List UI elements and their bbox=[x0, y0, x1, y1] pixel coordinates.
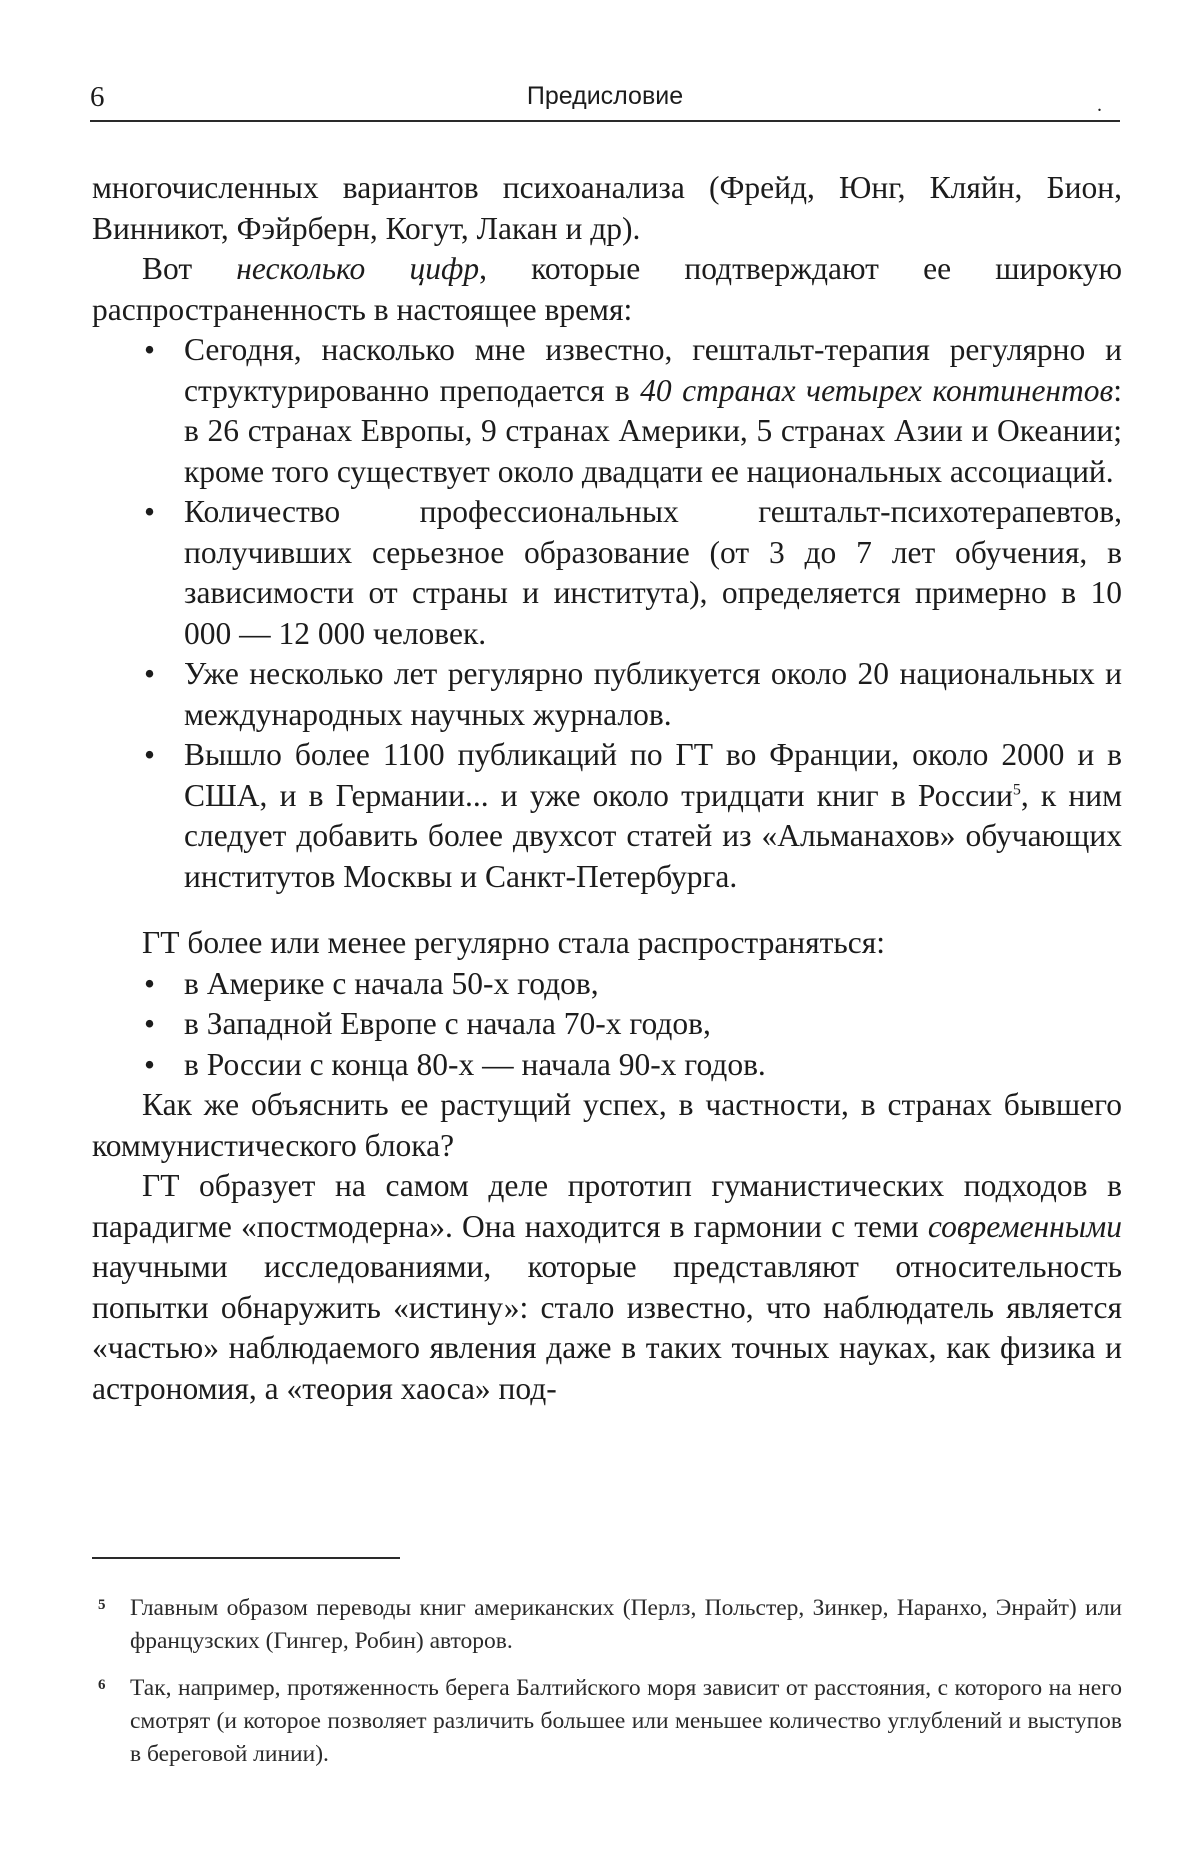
body-text bbox=[92, 168, 1122, 1409]
footnote-mark: 6 bbox=[98, 1669, 106, 1702]
list-item bbox=[92, 964, 1122, 1005]
footnote-text: Так, например, протяженность берега Балтийского моря зависит от расстояния, с которого на него смотрят (и которое позволяет различить большее или меньшее количество углублений и выступов в береговой линии). bbox=[130, 1675, 1122, 1767]
section-gap bbox=[92, 897, 1122, 923]
list-item bbox=[92, 1004, 1122, 1045]
paragraph-figures-intro bbox=[92, 249, 1122, 330]
footnote bbox=[92, 1672, 1122, 1771]
bullet-icon: • bbox=[144, 964, 155, 1005]
emphasis-text: современными bbox=[928, 1209, 1122, 1244]
page-number: 6 bbox=[90, 80, 105, 114]
list-item-text: Уже несколько лет регулярно публикуется около 20 национальных и международных научных журналов. bbox=[184, 656, 1122, 732]
list-item bbox=[92, 492, 1122, 654]
spread-list bbox=[92, 964, 1122, 1086]
list-item-text: в Америке с начала 50-х годов, bbox=[184, 966, 599, 1001]
emphasis-text: 40 странах четырех континентов bbox=[640, 373, 1113, 408]
list-item-text: в Западной Европе с начала 70-х годов, bbox=[184, 1006, 711, 1041]
text-segment: Вот bbox=[142, 251, 236, 286]
paragraph-question: Как же объяснить ее растущий успех, в частности, в странах бывшего коммунистического блока? bbox=[92, 1085, 1122, 1166]
list-item bbox=[92, 330, 1122, 492]
list-item bbox=[92, 1045, 1122, 1086]
header-mark: . bbox=[1097, 94, 1102, 117]
text-segment: ГТ образует на самом деле прототип гуманистических подходов в парадигме «постмодерна». Она находится в гармонии с теми bbox=[92, 1168, 1122, 1244]
running-title: Предисловие bbox=[90, 82, 1120, 111]
text-segment: Сегодня, насколько мне известно, гештальт-терапия регулярно и структурированно преподается в bbox=[184, 332, 1122, 408]
text-segment: , которые подтверждают ее широкую распространенность в настоящее время: bbox=[92, 251, 1122, 327]
bullet-icon: • bbox=[144, 1004, 155, 1045]
footnotes bbox=[92, 1592, 1122, 1785]
bullet-icon: • bbox=[144, 492, 155, 533]
bullet-icon: • bbox=[144, 735, 155, 776]
paragraph-spread-intro: ГТ более или менее регулярно стала распространяться: bbox=[92, 923, 1122, 964]
text-segment: Вышло более 1100 публикаций по ГТ во Франции, около 2000 и в США, и в Германии... и уже около тридцати книг в России bbox=[184, 737, 1122, 813]
text-segment: , к ним следует добавить более двухсот статей из «Альманахов» обучающих институтов Москвы и Санкт-Петербурга. bbox=[184, 778, 1122, 894]
text-segment: : в 26 странах Европы, 9 странах Америки, 5 странах Азии и Океании; кроме того существует около двадцати ее национальных ассоциаций. bbox=[184, 373, 1122, 489]
facts-list bbox=[92, 330, 1122, 897]
running-head bbox=[90, 80, 1120, 122]
footnote-mark: 5 bbox=[98, 1589, 106, 1622]
list-item bbox=[92, 654, 1122, 735]
bullet-icon: • bbox=[144, 330, 155, 371]
bullet-icon: • bbox=[144, 1045, 155, 1086]
book-page bbox=[0, 0, 1200, 1866]
emphasis-text: несколько цифр bbox=[236, 251, 479, 286]
footnote-ref[interactable]: 5 bbox=[1013, 781, 1021, 798]
footnote-divider bbox=[92, 1557, 400, 1559]
footnote-text: Главным образом переводы книг американских (Перлз, Польстер, Зинкер, Наранхо, Энрайт) или французских (Гингер, Робин) авторов. bbox=[130, 1595, 1122, 1654]
list-item-text: Количество профессиональных гештальт-психотерапевтов, получивших серьезное образование (от 3 до 7 лет обучения, в зависимости от страны и института), определяется примерно в 10 000 — 12 000 человек. bbox=[184, 494, 1122, 651]
footnote bbox=[92, 1592, 1122, 1658]
bullet-icon: • bbox=[144, 654, 155, 695]
list-item bbox=[92, 735, 1122, 897]
list-item-text: в России с конца 80-х — начала 90-х годов. bbox=[184, 1047, 766, 1082]
text-segment: научными исследованиями, которые представляют относительность попытки обнаружить «истину»: стало известно, что наблюдатель является «частью» наблюдаемого явления даже в таких точных науках, как физика и астрономия, а «теория хаоса» под- bbox=[92, 1249, 1122, 1406]
paragraph-continuation: многочисленных вариантов психоанализа (Фрейд, Юнг, Кляйн, Бион, Винникот, Фэйрберн, Когут, Лакан и др). bbox=[92, 168, 1122, 249]
paragraph-postmodern bbox=[92, 1166, 1122, 1409]
